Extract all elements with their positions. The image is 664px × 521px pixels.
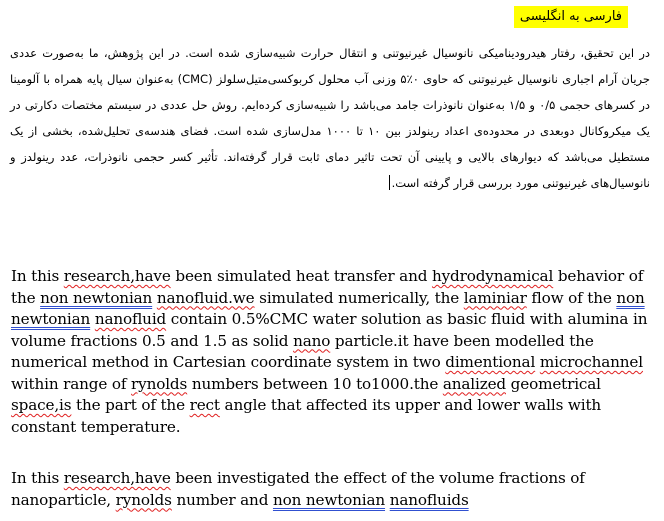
- text-run: behavior of the: [11, 267, 644, 307]
- grammar-error[interactable]: non newtonian: [11, 288, 645, 328]
- text-run: geometrical: [505, 374, 601, 393]
- persian-paragraph-text: در این تحقیق، رفتار هیدرودینامیکی نانوسیال غیرنیوتنی و انتقال حرارت شبیه‌سازی شده است. در این پژوهش، ما به‌صورت عددی جریان آرام اجباری نانوسیال غیرنیوتنی که حاوی ۰٪۵ وزنی آب محلول کربوکسی‌متیل‌سلولز (CMC) به‌عنوان سیال پایه همراه با آلومینا در کسرهای حجمی ۰/۵ و ۱/۵ به‌عنوان نانوذرات جامد می‌باشد را شبیه‌سازی کرده‌ایم. روش حل عددی در سیستم مختصات دکارتی در یک میکروکانال دوبعدی در محدوده‌ی اعداد رینولدز بین ۱۰ تا ۱۰۰۰ مدل‌سازی شده است. فضای هندسه‌ی تحلیل‌شده، بخشی از یک مستطیل می‌باشد که دیوارهای بالایی و پایینی آن تحت تاثیر دمای ثابت قرار گرفته‌اند. تأثیر کسر حجمی نانوذرات، عدد رینولدز و نانوسیال‌های غیرنیوتنی مورد بررسی قرار گرفته است.: [10, 46, 650, 190]
- text-run: In this: [11, 469, 64, 487]
- spelling-error[interactable]: dimentional: [445, 353, 536, 371]
- grammar-error[interactable]: nanofluids: [389, 490, 469, 509]
- spelling-error[interactable]: laminiar: [463, 288, 527, 307]
- english-paragraph-1[interactable]: [11, 266, 654, 438]
- text-cursor: [389, 175, 390, 190]
- text-run: flow of the: [526, 288, 617, 307]
- spelling-error[interactable]: microchannel: [539, 353, 643, 371]
- text-run: within range of: [11, 374, 132, 393]
- spelling-error[interactable]: hydrodynamical: [431, 267, 554, 285]
- highlighted-heading: فارسی به انگلیسی: [514, 6, 628, 28]
- english-paragraph-2[interactable]: [11, 468, 654, 511]
- text-run: number and: [171, 490, 273, 509]
- text-run: been investigated the effect of the volume fractions of nanoparticle,: [11, 469, 585, 509]
- text-run: been simulated heat transfer and: [170, 267, 432, 285]
- spelling-error[interactable]: nanofluid.we: [156, 288, 255, 307]
- spelling-error[interactable]: research,have: [63, 469, 171, 487]
- text-run: angle that affected its upper and lower walls with constant temperature.: [11, 396, 602, 436]
- text-run: In this: [11, 267, 64, 285]
- grammar-error[interactable]: non newtonian: [40, 288, 153, 307]
- spelling-error[interactable]: analized: [442, 374, 506, 393]
- spelling-error[interactable]: rynolds: [131, 374, 188, 393]
- text-run: the part of the: [71, 396, 190, 414]
- persian-paragraph[interactable]: [10, 40, 650, 196]
- spelling-error[interactable]: nanofluid: [94, 310, 167, 328]
- text-run: particle.it have been modelled the numerical method in Cartesian coordinate system in two: [11, 331, 594, 371]
- grammar-error[interactable]: non newtonian: [272, 490, 386, 509]
- spelling-error[interactable]: nano: [293, 331, 331, 350]
- text-run: contain 0.5%CMC water solution as basic fluid with alumina in volume fractions 0.5 and 1.5 as solid: [11, 310, 648, 350]
- text-run: numbers between 10 to1000.the: [187, 374, 443, 393]
- spelling-error[interactable]: rynolds: [115, 490, 172, 509]
- spelling-error[interactable]: research,have: [63, 267, 171, 285]
- spelling-error[interactable]: space,is: [11, 396, 72, 414]
- text-run: simulated numerically, the: [254, 288, 464, 307]
- spelling-error[interactable]: rect: [189, 396, 220, 414]
